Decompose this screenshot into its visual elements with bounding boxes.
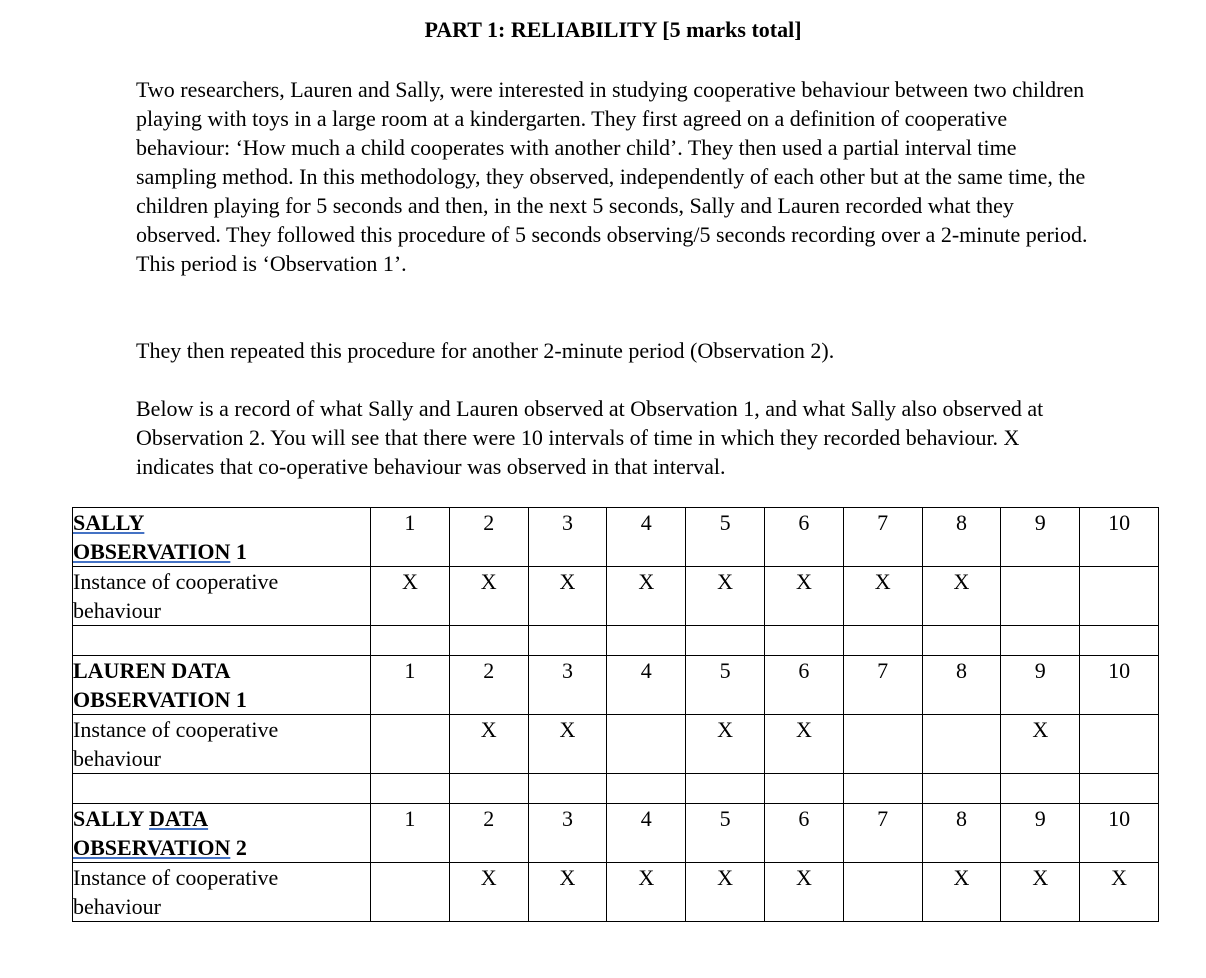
repeat-paragraph: They then repeated this procedure for another 2-minute period (Observation 2). (136, 338, 835, 363)
spacer-row (73, 774, 1159, 804)
section-header-line1 (73, 656, 370, 685)
section-header-line2 (73, 833, 370, 862)
empty-cell (73, 774, 371, 804)
interval-number: 2 (449, 508, 528, 567)
behaviour-row (73, 567, 1159, 626)
interval-number: 10 (1080, 656, 1159, 715)
interval-number: 3 (528, 656, 607, 715)
intro-paragraph: Two researchers, Lauren and Sally, were interested in studying cooperative behaviour between two children playing with toys in a large room at a kindergarten. They first agreed on a definition of cooperative behaviour: ‘How much a child cooperates with another child’. They then used a partial interval time sampling method. In this methodology, they observed, independently of each other but at the same time, the children playing for 5 seconds and then, in the next 5 seconds, Sally and Lauren recorded what they observed. They followed this procedure of 5 seconds observing/5 seconds recording over a 2-minute period. This period is ‘Observation 1’. (136, 77, 1088, 276)
interval-number: 9 (1001, 508, 1080, 567)
interval-number: 3 (528, 508, 607, 567)
observation-mark: X (449, 567, 528, 626)
section-header-row (73, 656, 1159, 715)
observation-mark (607, 715, 686, 774)
observation-mark: X (528, 715, 607, 774)
empty-cell (922, 774, 1001, 804)
empty-cell (607, 626, 686, 656)
empty-cell (764, 774, 843, 804)
interval-number: 1 (371, 508, 450, 567)
observation-mark: X (528, 567, 607, 626)
behaviour-row-label: Instance of cooperative behaviour (73, 567, 371, 626)
observation-mark (371, 863, 450, 922)
section-header-text: 1 (230, 539, 247, 564)
empty-cell (371, 774, 450, 804)
interval-number: 5 (686, 656, 765, 715)
observation-mark: X (843, 567, 922, 626)
section-header-line1 (73, 508, 370, 537)
empty-cell (1001, 626, 1080, 656)
interval-number: 6 (764, 508, 843, 567)
section-header-text: SALLY (73, 510, 145, 535)
section-header-label (73, 804, 371, 863)
empty-cell (686, 626, 765, 656)
interval-number: 8 (922, 508, 1001, 567)
observation-mark: X (449, 863, 528, 922)
observation-mark: X (1080, 863, 1159, 922)
section-header-text: SALLY (73, 806, 150, 831)
observation-mark: X (686, 715, 765, 774)
observation-mark (371, 715, 450, 774)
section-header-label (73, 508, 371, 567)
observation-mark (1001, 567, 1080, 626)
observation-mark: X (607, 567, 686, 626)
interval-number: 7 (843, 804, 922, 863)
interval-number: 5 (686, 804, 765, 863)
observation-mark: X (607, 863, 686, 922)
behaviour-row-label: Instance of cooperative behaviour (73, 715, 371, 774)
behaviour-row (73, 863, 1159, 922)
interval-number: 3 (528, 804, 607, 863)
observation-mark: X (764, 715, 843, 774)
observation-mark: X (922, 863, 1001, 922)
interval-number: 8 (922, 804, 1001, 863)
observation-mark: X (764, 567, 843, 626)
empty-cell (843, 626, 922, 656)
interval-number: 8 (922, 656, 1001, 715)
observation-mark (922, 715, 1001, 774)
interval-number: 9 (1001, 656, 1080, 715)
empty-cell (73, 626, 371, 656)
behaviour-row (73, 715, 1159, 774)
empty-cell (371, 626, 450, 656)
interval-number: 1 (371, 656, 450, 715)
empty-cell (1001, 774, 1080, 804)
section-header-text: OBSERVATION 1 (73, 687, 247, 712)
interval-number: 4 (607, 508, 686, 567)
section-header-line2 (73, 685, 370, 714)
empty-cell (764, 626, 843, 656)
observation-mark: X (764, 863, 843, 922)
interval-number: 6 (764, 656, 843, 715)
empty-cell (1080, 774, 1159, 804)
section-header-text: OBSERVATION (73, 539, 231, 564)
interval-number: 4 (607, 656, 686, 715)
observation-mark: X (371, 567, 450, 626)
observation-mark (1080, 715, 1159, 774)
interval-number: 6 (764, 804, 843, 863)
observation-mark: X (686, 863, 765, 922)
interval-number: 7 (843, 656, 922, 715)
interval-number: 10 (1080, 508, 1159, 567)
empty-cell (449, 774, 528, 804)
observation-mark (843, 863, 922, 922)
section-header-text: OBSERVATION (73, 835, 231, 860)
empty-cell (607, 774, 686, 804)
section-header-line1 (73, 804, 370, 833)
interval-number: 4 (607, 804, 686, 863)
observation-mark: X (1001, 715, 1080, 774)
empty-cell (528, 774, 607, 804)
interval-number: 2 (449, 656, 528, 715)
section-header-line2 (73, 537, 370, 566)
interval-number: 2 (449, 804, 528, 863)
observation-mark: X (449, 715, 528, 774)
observation-table (72, 507, 1159, 922)
empty-cell (922, 626, 1001, 656)
interval-number: 1 (371, 804, 450, 863)
table-intro-paragraph: Below is a record of what Sally and Lauren observed at Observation 1, and what Sally also observed at Observation 2. You will see that there were 10 intervals of time in which they recorded behaviour. X indicates that co-operative behaviour was observed in that interval. (136, 396, 1044, 479)
spacer-row (73, 626, 1159, 656)
interval-number: 7 (843, 508, 922, 567)
observation-mark (1080, 567, 1159, 626)
interval-number: 10 (1080, 804, 1159, 863)
section-header-row (73, 804, 1159, 863)
observation-mark: X (922, 567, 1001, 626)
page-title: PART 1: RELIABILITY [5 marks total] (424, 17, 802, 42)
empty-cell (686, 774, 765, 804)
section-header-text: DATA (149, 806, 209, 831)
observation-mark (843, 715, 922, 774)
section-header-text: LAUREN DATA (73, 658, 231, 683)
interval-number: 5 (686, 508, 765, 567)
section-header-label (73, 656, 371, 715)
behaviour-row-label: Instance of cooperative behaviour (73, 863, 371, 922)
empty-cell (1080, 626, 1159, 656)
interval-number: 9 (1001, 804, 1080, 863)
observation-mark: X (686, 567, 765, 626)
empty-cell (843, 774, 922, 804)
section-header-text: 2 (230, 835, 247, 860)
observation-mark: X (1001, 863, 1080, 922)
section-header-row (73, 508, 1159, 567)
empty-cell (528, 626, 607, 656)
empty-cell (449, 626, 528, 656)
observation-mark: X (528, 863, 607, 922)
